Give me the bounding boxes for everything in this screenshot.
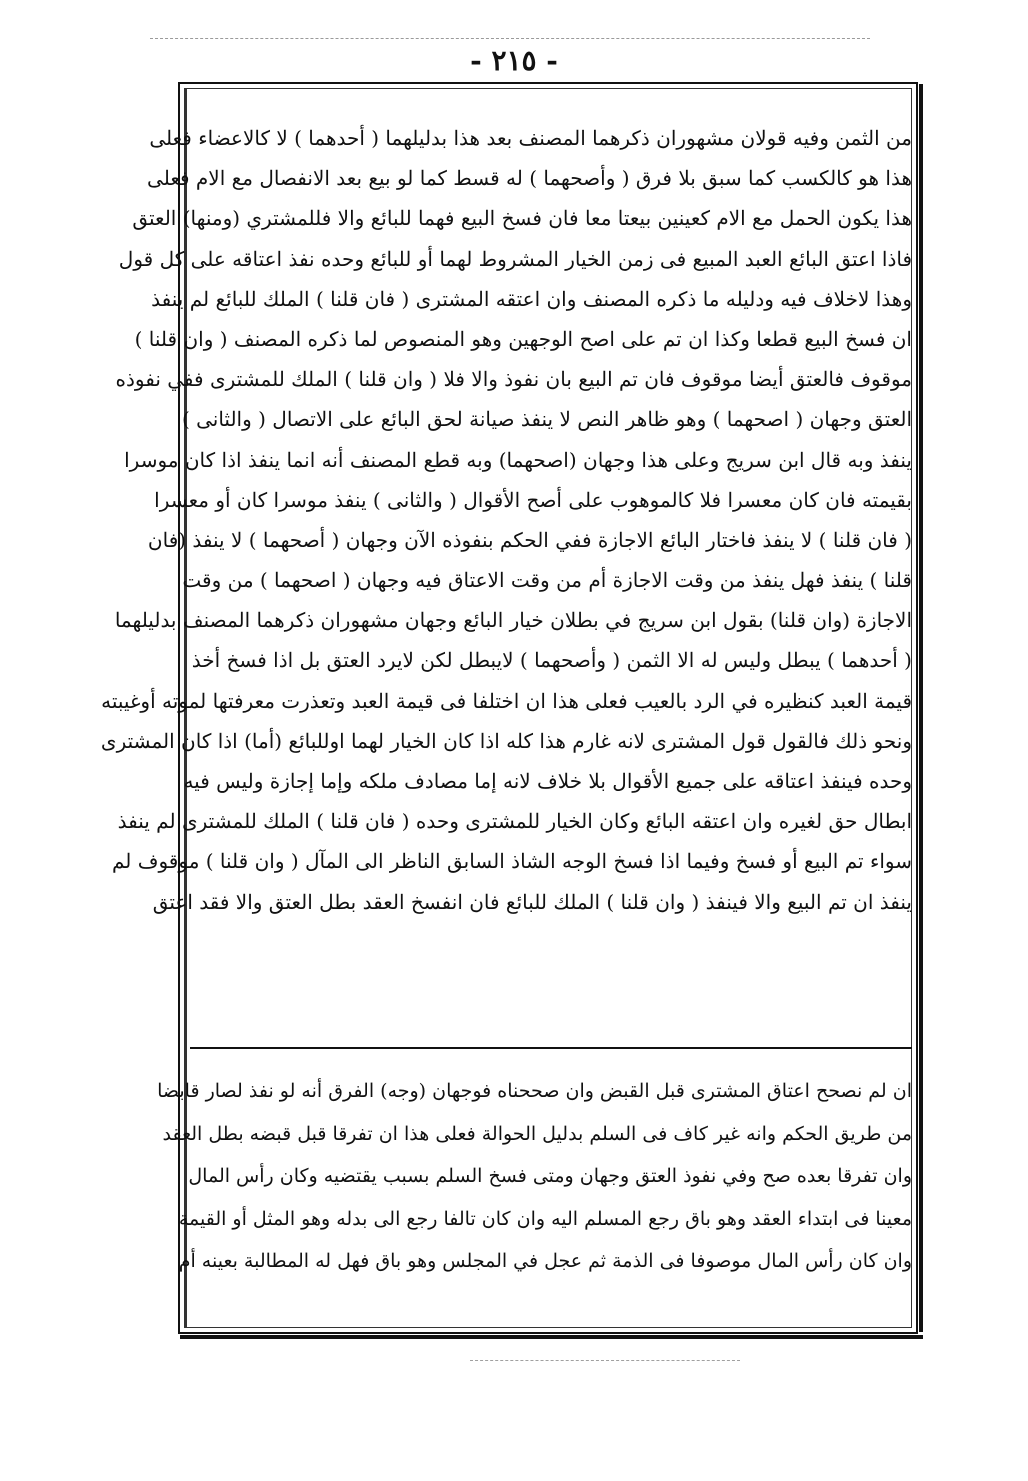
body-line: هذا يكون الحمل مع الام كعينين بيعتا معا فان فسخ البيع فهما للبائع والا فللمشتري (ومنها) العتق [132,206,912,231]
footnote-line: وان تفرقا بعده صح وفي نفوذ العتق وجهان ومتى فسخ السلم بسبب يقتضيه وكان رأس المال [188,1165,912,1188]
footnote-separator [190,1047,912,1049]
main-body-text [100,118,912,922]
bottom-dashed-rule [470,1360,740,1361]
body-line: ( أحدهما ) يبطل وليس له الا الثمن ( وأصحهما ) لايبطل لكن لايرد العتق بل اذا فسخ أخذ [191,648,912,673]
body-line: العتق وجهان ( اصحهما ) وهو ظاهر النص لا ينفذ صيانة لحق البائع على الاتصال ( والثانى ) [181,407,912,432]
frame-shadow-right [919,84,923,1332]
footnote-line: من طريق الحكم وانه غير كاف فى السلم بدليل الحوالة فعلى هذا ان تفرقا قبل قبضه بطل العقد [162,1122,912,1145]
body-line: وهذا لاخلاف فيه ودليله ما ذكره المصنف وان اعتقه المشترى ( فان قلنا ) الملك للبائع لم ينفذ [151,286,912,311]
body-line: سواء تم البيع أو فسخ وفيما اذا فسخ الوجه الشاذ السابق الناظر الى المآل ( وان قلنا ) موقوف لم [111,849,912,874]
body-line: ابطال حق لغيره وان اعتقه البائع وكان الخيار للمشترى وحده ( فان قلنا ) الملك للمشترى لم ينفذ [117,809,912,834]
body-line: ( فان قلنا ) لا ينفذ فاختار البائع الاجازة ففي الحكم بنفوذه الآن وجهان ( أصحهما ) لا ينفذ (فان [147,527,912,552]
body-line: قلنا ) ينفذ فهل ينفذ من وقت الاجازة أم من وقت الاعتاق فيه وجهان ( اصحهما ) من وقت [182,568,912,593]
body-line: ينفذ وبه قال ابن سريج وعلى هذا وجهان (اصحهما) وبه قطع المصنف أنه انما ينفذ اذا كان موسرا [124,447,912,472]
body-line: فاذا اعتق البائع العبد المبيع فى زمن الخيار المشروط لهما أو للبائع وحده نفذ اعتاقه على كل قول [118,246,912,271]
footnote-line: ان لم نصحح اعتاق المشترى قبل القبض وان صححناه فوجهان (وجه) الفرق أنه لو نفذ لصار قابضا [157,1080,912,1102]
body-line: موقوف فالعتق أيضا موقوف فان تم البيع بان نفوذ والا فلا ( وان قلنا ) الملك للمشترى ففي نفوذه [115,367,912,392]
footnote-text [157,1070,912,1283]
body-line: وحده فينفذ اعتاقه على جميع الأقوال بلا خلاف لانه إما مصادف ملكه وإما إجازة وليس فيه [183,769,912,793]
body-line: من الثمن وفيه قولان مشهوران ذكرهما المصنف بعد هذا بدليلهما ( أحدهما ) لا كالاعضاء فعلى [149,126,912,150]
body-line: قيمة العبد كنظيره في الرد بالعيب فعلى هذا ان اختلفا فى قيمة العبد وتعذرت معرفتها لموته أوغيبته [101,688,912,713]
body-line: الاجازة (وان قلنا) بقول ابن سريج في بطلان خيار البائع وجهان مشهوران ذكرهما المصنف بدليلهما [114,608,912,633]
footnote-line: معينا فى ابتداء العقد وهو باق رجع المسلم اليه وان كان تالفا رجع الى بدله وهو المثل أو القيمة [178,1207,912,1230]
frame-shadow-bottom [180,1335,923,1339]
body-line: ان فسخ البيع قطعا وكذا ان تم على اصح الوجهين وهو المنصوص لما ذكره المصنف ( وان قلنا ) [134,326,912,351]
top-dashed-rule [150,38,870,39]
body-line: ونحو ذلك فالقول قول المشترى لانه غارم هذا كله اذا كان الخيار لهما اوللبائع (أما) اذا كان المشترى [100,728,912,753]
body-line: بقيمته فان كان معسرا فلا كالموهوب على أصح الأقوال ( والثانى ) ينفذ موسرا كان أو معسرا [154,487,912,512]
body-line: ينفذ ان تم البيع والا فينفذ ( وان قلنا ) الملك للبائع فان انفسخ العقد بطل العتق والا فقد اعتق [152,889,912,914]
page-number: - ٢١٥ - [470,44,558,77]
body-line: هذا هو كالكسب كما سبق بلا فرق ( وأصحهما ) له قسط كما لو بيع بعد الانفصال مع الام فعلى [147,166,912,191]
footnote-line: وان كان رأس المال موصوفا فى الذمة ثم عجل في المجلس وهو باق فهل له المطالبة بعينه أم [178,1250,912,1273]
